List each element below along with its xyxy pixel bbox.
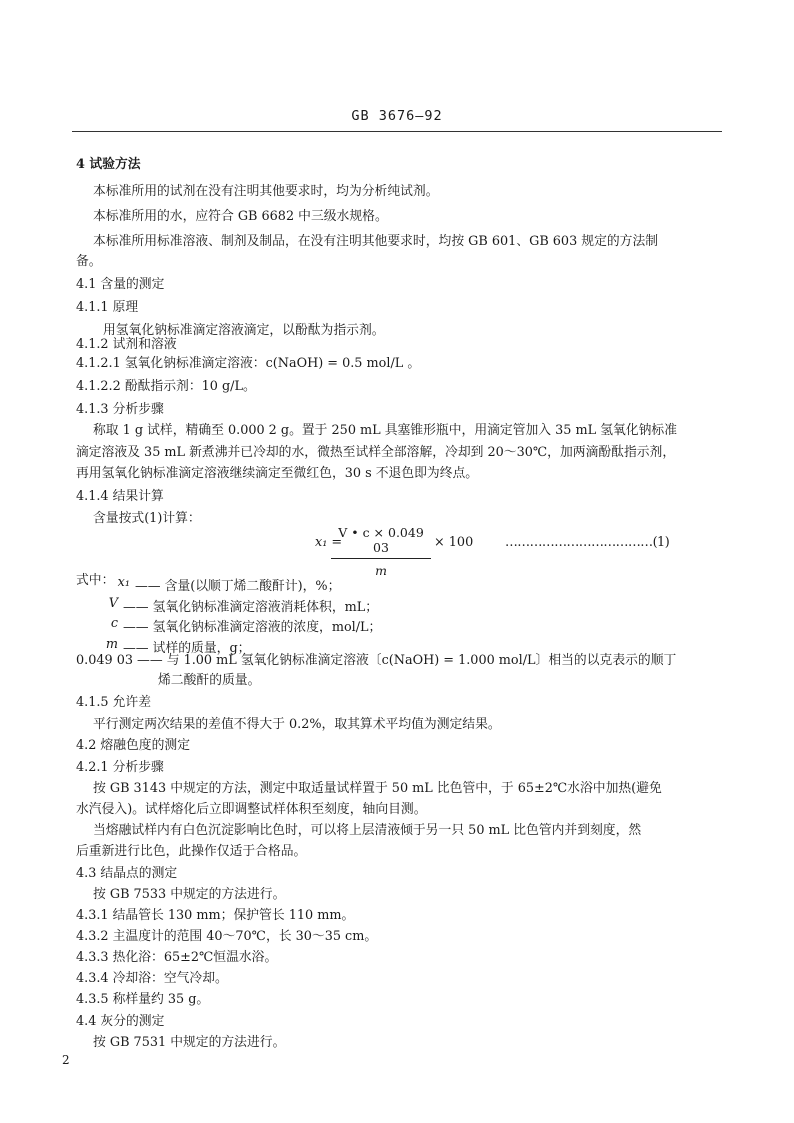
section-4-1-5-text: 平行测定两次结果的差值不得大于 0.2%，取其算术平均值为测定结果。 <box>93 717 501 732</box>
section-4-2-1-heading: 4.2.1 分析步骤 <box>76 760 164 775</box>
section-4-2-1-paragraph-2-line-1: 当熔融试样内有白色沉淀影响比色时，可以将上层清液倾于另一只 50 mL 比色管内并到刻度，然 <box>93 823 642 838</box>
fraction-bar <box>331 558 431 559</box>
definition-text: —— 氢氧化钠标准滴定溶液消耗体积，mL； <box>123 600 379 615</box>
equation-numerator: V • c × 0.049 03 <box>338 525 424 555</box>
section-4-3-4: 4.3.4 冷却浴：空气冷却。 <box>76 971 228 986</box>
header-rule <box>72 131 722 132</box>
section-4-paragraph-3-line-1: 本标准所用标准溶液、制剂及制品，在没有注明其他要求时，均按 GB 601、GB 603 规定的方法制 <box>93 234 659 249</box>
section-4-1-1-text: 用氢氧化钠标准滴定溶液滴定，以酚酞为指示剂。 <box>103 323 385 338</box>
section-4-3-text: 按 GB 7533 中规定的方法进行。 <box>93 887 286 902</box>
definition-text: —— 氢氧化钠标准滴定溶液的浓度，mol/L； <box>123 620 382 635</box>
section-4-1-3-line-3: 再用氢氧化钠标准滴定溶液继续滴定至微红色，30 s 不退色即为终点。 <box>76 466 479 481</box>
section-4-2-heading: 4.2 熔融色度的测定 <box>76 738 190 753</box>
section-4-3-3: 4.3.3 热化浴：65±2℃恒温水浴。 <box>76 950 278 965</box>
section-4-2-1-paragraph-1-line-1: 按 GB 3143 中规定的方法，测定中取适量试样置于 50 mL 比色管中，于 65±2℃水浴中加热(避免 <box>93 781 662 796</box>
section-4-1-4-heading: 4.1.4 结果计算 <box>76 489 164 504</box>
section-4-4-heading: 4.4 灰分的测定 <box>76 1014 165 1029</box>
page-header-standard-number: GB 3676—92 <box>351 108 443 124</box>
section-4-1-5-heading: 4.1.5 允许差 <box>76 695 152 710</box>
definition-symbol: m <box>105 637 118 652</box>
section-4-paragraph-2: 本标准所用的水，应符合 GB 6682 中三级水规格。 <box>93 209 388 224</box>
definition-symbol: c <box>110 616 118 631</box>
definition-symbol: x₁ <box>117 575 130 590</box>
where-label: 式中： <box>76 573 115 588</box>
section-4-3-2: 4.3.2 主温度计的范围 40～70℃，长 30～35 cm。 <box>76 929 378 944</box>
section-4-paragraph-1: 本标准所用的试剂在没有注明其他要求时，均为分析纯试剂。 <box>93 184 439 199</box>
section-4-1-3-line-2: 滴定溶液及 35 mL 新煮沸并已冷却的水，微热至试样全部溶解，冷却到 20～30℃，加两滴酚酞指示剂， <box>76 445 676 460</box>
section-4-1-4-intro: 含量按式(1)计算： <box>93 511 201 526</box>
equation-lhs: x₁ = <box>315 535 343 550</box>
definition-symbol: V <box>108 596 118 611</box>
section-4-4-text: 按 GB 7531 中规定的方法进行。 <box>93 1035 286 1050</box>
section-4-1-1-heading: 4.1.1 原理 <box>76 300 139 315</box>
page-number: 2 <box>62 1053 70 1067</box>
section-4-heading: 4 试验方法 <box>76 157 141 172</box>
definition-text: —— 含量(以顺丁烯二酸酐计)，%； <box>135 579 341 594</box>
equation-fraction <box>331 525 431 578</box>
section-4-3-1: 4.3.1 结晶管长 130 mm；保护管长 110 mm。 <box>76 908 355 923</box>
definition-constant-line-1: 0.049 03 —— 与 1.00 mL 氢氧化钠标准滴定溶液〔c(NaOH) = 1.000 mol/L〕相当的以克表示的顺丁 <box>76 653 677 668</box>
definition-constant-line-2: 烯二酸酐的质量。 <box>158 673 261 688</box>
section-4-3-heading: 4.3 结晶点的测定 <box>76 866 178 881</box>
section-4-paragraph-3-line-2: 备。 <box>76 254 102 269</box>
equation-denominator: m <box>375 563 387 578</box>
section-4-2-1-paragraph-1-line-2: 水汽侵入)。试样熔化后立即调整试样体积至刻度，轴向目测。 <box>76 802 427 817</box>
section-4-1-2-heading: 4.1.2 试剂和溶液 <box>76 337 177 352</box>
definition-text: —— 试样的质量，g； <box>123 641 251 656</box>
equation-number: ………………………………(1) <box>505 535 670 550</box>
section-4-2-1-paragraph-2-line-2: 后重新进行比色，此操作仅适于合格品。 <box>76 844 307 859</box>
section-4-3-5: 4.3.5 称样量约 35 g。 <box>76 992 210 1007</box>
section-4-1-2-2: 4.1.2.2 酚酞指示剂：10 g/L。 <box>76 379 256 394</box>
equation-multiplier: × 100 <box>434 535 474 550</box>
section-4-1-3-line-1: 称取 1 g 试样，精确至 0.000 2 g。置于 250 mL 具塞锥形瓶中，用滴定管加入 35 mL 氢氧化钠标准 <box>93 423 677 438</box>
section-4-1-3-heading: 4.1.3 分析步骤 <box>76 402 164 417</box>
section-4-1-2-1: 4.1.2.1 氢氧化钠标准滴定溶液：c(NaOH) = 0.5 mol/L 。 <box>76 356 421 371</box>
section-4-1-heading: 4.1 含量的测定 <box>76 277 165 292</box>
